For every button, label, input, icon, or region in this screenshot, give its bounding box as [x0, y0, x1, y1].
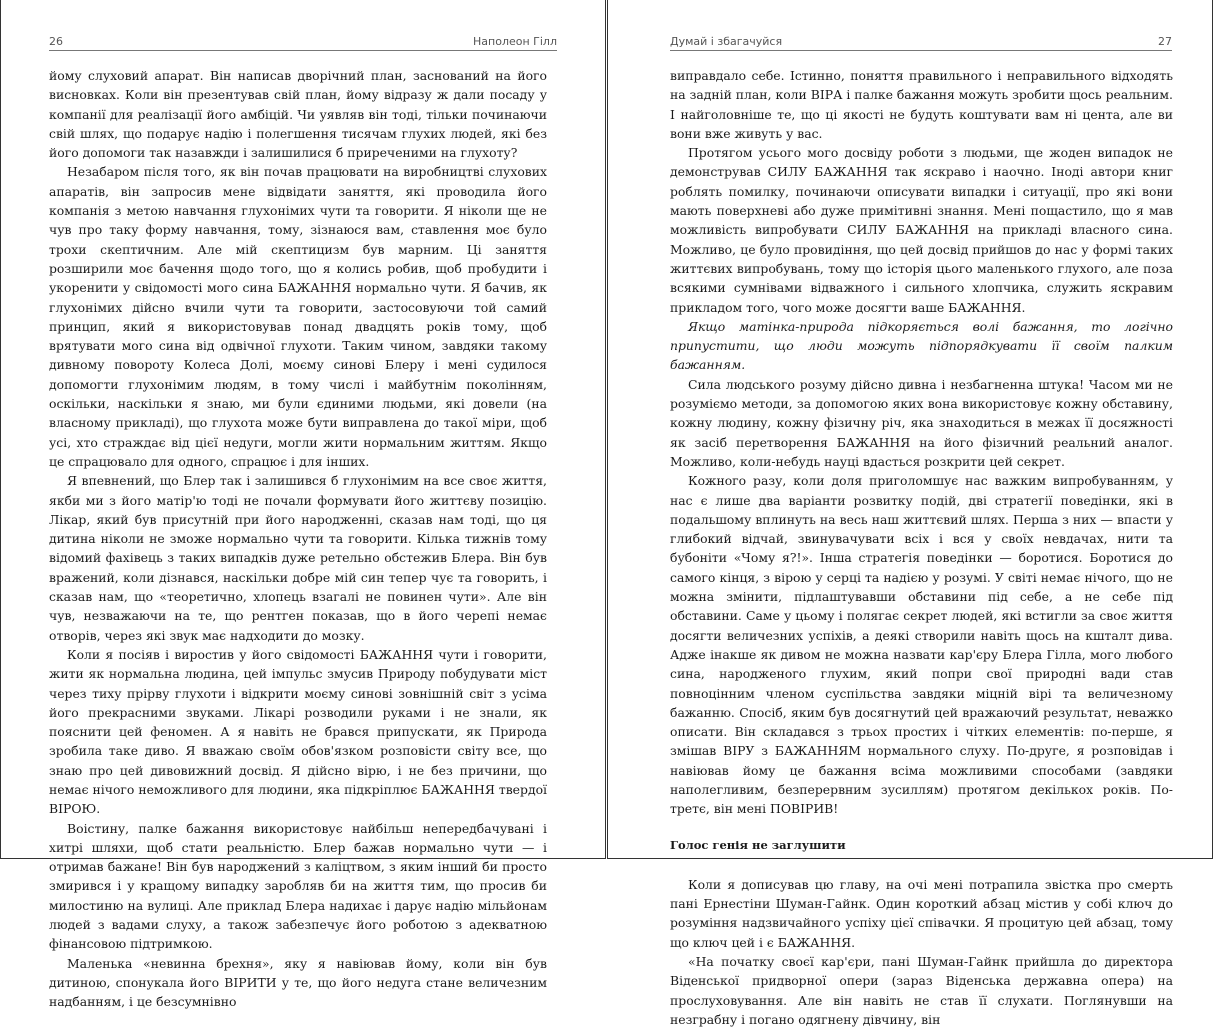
left-page-text [49, 66, 547, 1012]
paragraph: Сила людського розуму дійсно дивна і незбагненна штука! Часом ми не розуміємо методи, за допомогою яких вона використовує кожну обставину, кожну людину, кожну фізичну річ, яка знаходиться в межах її досяжності як засіб перетворення БАЖАННЯ на його фізичний реальний аналог. Можливо, коли-небудь науці вдасться розкрити цей секрет. [670, 376, 1173, 469]
section-heading: Голос генія не заглушити [670, 837, 846, 852]
paragraph: Кожного разу, коли доля приголомшує нас важким випробуванням, у нас є лише два варіанти розвитку подій, дві стратегії поведінки, які в подальшому вплинуть на весь наш життєвий шлях. Перша з них — впасти у глибокий відчай, звинувачувати всіх і вся у своїх невдачах, нити та бубоніти «Чому я?!». Інша стратегія поведінки — боротися. Боротися до самого кінця, з вірою у серці та надією у розумі. У світі немає нічого, що не можна змінити, підлаштувавши обставини під себе, а не себе під обставини. Саме у цьому і полягає секрет людей, які встигли за своє життя досягти величезних успіхів, а деякі створили навіть щось на кшталт дива. Адже інакше як дивом не можна назвати кар'єру Блера Гілла, мого любого сина, народженого глухим, який попри свої природні вади став повноцінним членом суспільства завдяки міцній вірі та величезному бажанню. Спосіб, яким був досягнутий цей вражаючий результат, неважко описати. Він складався з трьох простих і чітких елементів: по-перше, я змішав ВІРУ з БАЖАННЯМ нормального слуху. По-друге, я розповідав і навіював йому це бажання всіма можливими способами (завдяки наполегливим, безперервним зусиллям) протягом декількох років. По-третє, він мені ПОВІРИВ! [670, 473, 1173, 817]
paragraph: Незабаром після того, як він почав працювати на виробництві слухових апаратів, він запросив мене відвідати заняття, які проводила його компанія з метою навчання глухонімих чути та говорити. Я ніколи ще не чув про таку форму навчання, тому, зізнаюся вам, ставлення моє було трохи скептичним. Але мій скептицизм був марним. Ці заняття розширили моє бачення щодо того, що я колись робив, щоб пробудити і укоренити у свідомості мого сина БАЖАННЯ нормально чути. Я бачив, як глухонімих дійсно вчили чути та говорити, застосовуючи той самий принцип, який я використовував понад двадцять років тому, щоб врятувати мого сина від одвічної глухоти. Таким чином, завдяки такому дивному повороту Колеса Долі, моєму синові Блеру і мені судилося допомогти глухонімим людям, в тому числі і майбутнім поколінням, оскільки, наскільки я знаю, ми були єдиними людьми, які довели (на власному прикладі), що глухота може бути виправлена до такої міри, щоб усі, хто страждає від цієї недуги, могли жити нормальним життям. Якщо це спрацювало для одного, спрацює і для інших. [49, 164, 547, 469]
paragraph: Протягом усього мого досвіду роботи з людьми, ще жоден випадок не демонстрував СИЛУ БАЖАННЯ так яскраво і наочно. Іноді автори книг роблять помилку, починаючи описувати випадки і ситуації, про які вони мають поверхневі або дуже примітивні знання. Мені пощастило, що я мав можливість випробувати СИЛУ БАЖАННЯ на прикладі власного сина. Можливо, це було провидіння, що цей досвід прийшов до нас у формі таких життєвих випробувань, тому що історія цього маленького глухого, але поза всякими сумнівами відважного і сильного хлопчика, служить яскравим прикладом того, чого може досягти ваше БАЖАННЯ. [670, 145, 1173, 315]
paragraph: виправдало себе. Істинно, поняття правильного і неправильного відходять на задній план, коли ВІРА і палке бажання можуть зробити щось реальним. І найголовніше те, що ці якості не будуть коштувати вам ні цента, але ви вони вже живуть у вас. [670, 68, 1173, 141]
page-number-right: 27 [1158, 35, 1172, 48]
page-number-left: 26 [49, 35, 63, 48]
paragraph: Коли я дописував цю главу, на очі мені потрапила звістка про смерть пані Ернестіни Шуман-Гайнк. Один короткий абзац містив у собі ключ до розуміння надзвичайного успіху цієї співачки. Я процитую цей абзац, тому що ключ цей і є БАЖАННЯ. [670, 876, 1173, 950]
paragraph: Воістину, палке бажання використовує найбільш непередбачувані і хитрі шляхи, щоб стати реальністю. Блер бажав нормально чути — і отримав бажане! Він був народжений з каліцтвом, з яким інший би просто змирився і у кращому випадку заробляв би на життя тим, що просив би милостиню на вулиці. Але приклад Блера надихає і дарує надію мільйонам людей з вадами слуху, а також забезпечує його роботою з адекватною фінансовою підтримкою. [49, 820, 547, 952]
running-title-right: Думай і збагачуйся [670, 35, 783, 48]
italic-paragraph: Якщо матінка-природа підкоряється волі бажання, то логічно припустити, що люди можуть підпорядкувати її своїм палким бажанням. [670, 318, 1173, 373]
running-title-left: Наполеон Гілл [473, 35, 557, 48]
paragraph: «На початку своєї кар'єри, пані Шуман-Гайнк прийшла до директора Віденської придворної опери (зараз Віденська державна опера) на прослуховування. Але він навіть не став її слухати. Поглянувши на незграбну і погано одягнену дівчину, він [670, 954, 1173, 1027]
left-page [0, 0, 606, 1010]
right-page [607, 0, 1213, 1027]
paragraph: йому слуховий апарат. Він написав дворічний план, заснований на його висновках. Коли він презентував свій план, йому відразу ж дали посаду у компанії для реалізації його амбіцій. Чи уявляв він тоді, тільки починаючи свій шлях, що подарує надію і полегшення тисячам глухих людей, які без його допомоги так назавжди і залишилися б приреченими на глухоту? [49, 68, 547, 161]
running-head-left [49, 32, 557, 51]
paragraph: Я впевнений, що Блер так і залишився б глухонімим на все своє життя, якби ми з його матір'ю тоді не почали формувати його життєву позицію. Лікар, який був присутній при його народженні, сказав нам тоді, що ця дитина ніколи не зможе нормально чути та говорити. Кілька тижнів тому відомий фахівець з таких випадків дуже ретельно обстежив Блера. Він був вражений, коли дізнався, наскільки добре мій син тепер чує та говорить, і сказав нам, що «теоретично, хлопець взагалі не повинен чути». Але він чув, незважаючи на те, що рентген показав, що в його черепі немає отворів, через які звук має надходити до мозку. [49, 473, 547, 643]
paragraph: Коли я посіяв і виростив у його свідомості БАЖАННЯ чути і говорити, жити як нормальна людина, цей імпульс змусив Природу побудувати міст через тиху прірву глухоти і відкрити моєму синові зовнішній світ з усіма його прекрасними звуками. Лікарі розводили руками і не знали, як пояснити цей феномен. А я навіть не брався припускати, як Природа зробила таке диво. Я вважаю своїм обов'язком розповісти світу все, що знаю про цей дивовижний досвід. Я дійсно вірю, і не без причини, що немає нічого неможливого для людини, яка підкріплює БАЖАННЯ твердої ВІРОЮ. [49, 646, 547, 817]
right-page-text [670, 66, 1173, 1029]
running-head-right [670, 32, 1172, 51]
paragraph: Маленька «невинна брехня», яку я навіював йому, коли він був дитиною, спонукала його ВІРИТИ у те, що його недуга стане величезним надбанням, і це безсумнівно [49, 955, 547, 1010]
